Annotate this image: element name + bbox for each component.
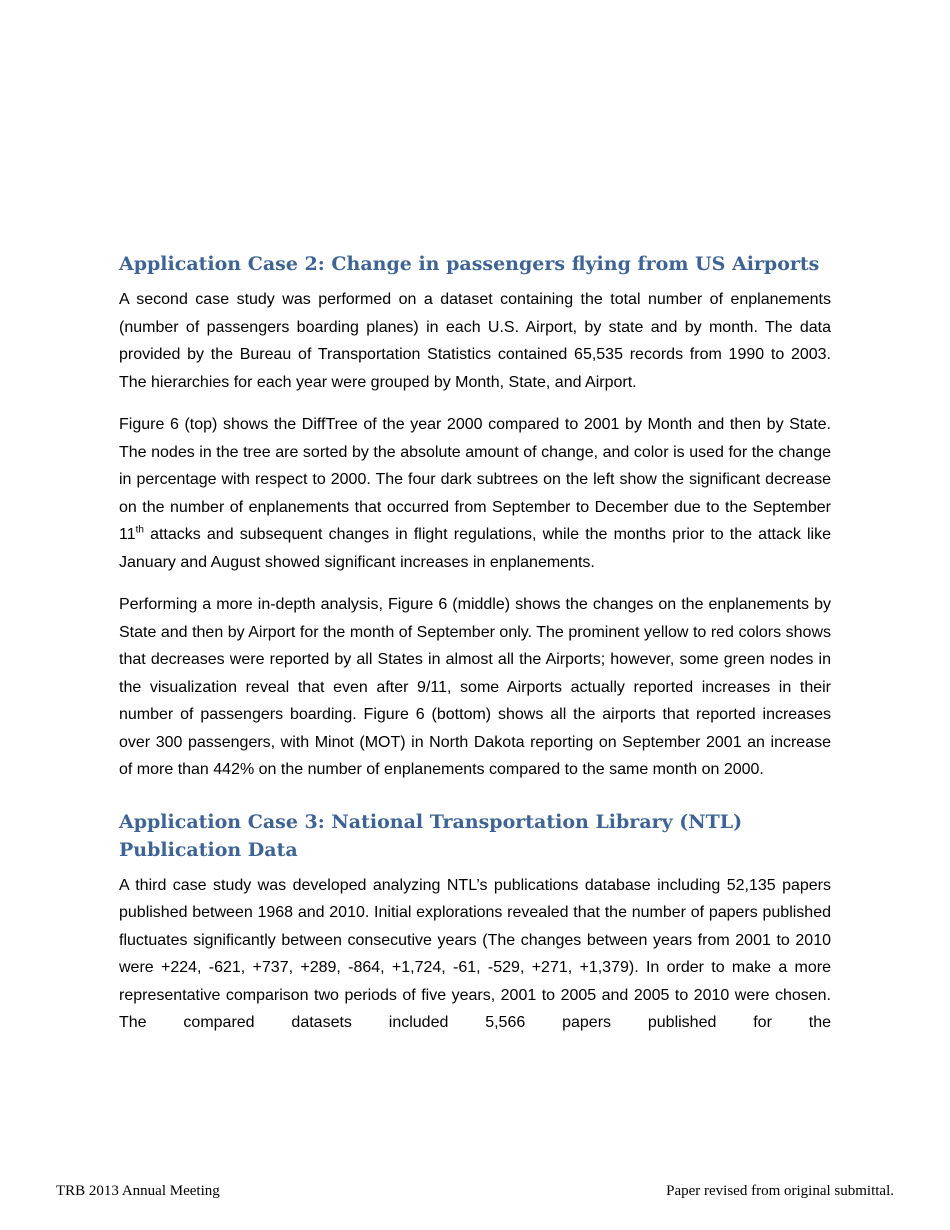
page-body [119,250,831,1037]
superscript-th: th [135,524,144,536]
case-2-paragraph-2-text-a: Figure 6 (top) shows the DiffTree of the year 2000 compared to 2001 by Month and then by State. The nodes in the tree are sorted by the absolute amount of change, and color is used for the change in percentage with respect to 2000. The four dark subtrees on the left show the significant decrease on the number of enplanements that occurred from September to December due to the September 11 [119,416,831,543]
section-heading-case-3: Application Case 3: National Transportation Library (NTL) Publication Data [119,810,743,861]
case-2-paragraph-1: A second case study was performed on a dataset containing the total number of enplanements (number of passengers boarding planes) in each U.S. Airport, by state and by month. The data provided by the Bureau of Transportation Statistics contained 65,535 records from 1990 to 2003. The hierarchies for each year were grouped by Month, State, and Airport. [119,291,831,391]
footer-meeting-name: TRB 2013 Annual Meeting [56,1183,220,1199]
case-2-paragraph-2 [119,411,831,576]
footer-revision-note: Paper revised from original submittal. [666,1183,894,1199]
case-3-paragraph-1: A third case study was developed analyzing NTL’s publications database including 52,135 papers published between 1968 and 2010. Initial explorations revealed that the number of papers published fluctuates significantly between consecutive years (The changes between years from 2001 to 2010 were +224, -621, +737, +289, -864, +1,724, -61, -529, +271, +1,379). In order to make a more representative comparison two periods of five years, 2001 to 2005 and 2005 to 2010 were chosen. The compared datasets included 5,566 papers published for the [119,876,831,1031]
section-heading-case-2: Application Case 2: Change in passengers flying from US Airports [119,253,820,275]
case-2-paragraph-3: Performing a more in-depth analysis, Figure 6 (middle) shows the changes on the enplanements by State and then by Airport for the month of September only. The prominent yellow to red colors shows that decreases were reported by all States in almost all the Airports; however, some green nodes in the visualization reveal that even after 9/11, some Airports actually reported increases in their number of passengers boarding. Figure 6 (bottom) shows all the airports that reported increases over 300 passengers, with Minot (MOT) in North Dakota reporting on September 2001 an increase of more than 442% on the number of enplanements compared to the same month on 2000. [119,596,831,778]
case-2-paragraph-2-text-b: attacks and subsequent changes in flight regulations, while the months prior to the attack like January and August showed significant increases in enplanements. [119,526,831,571]
